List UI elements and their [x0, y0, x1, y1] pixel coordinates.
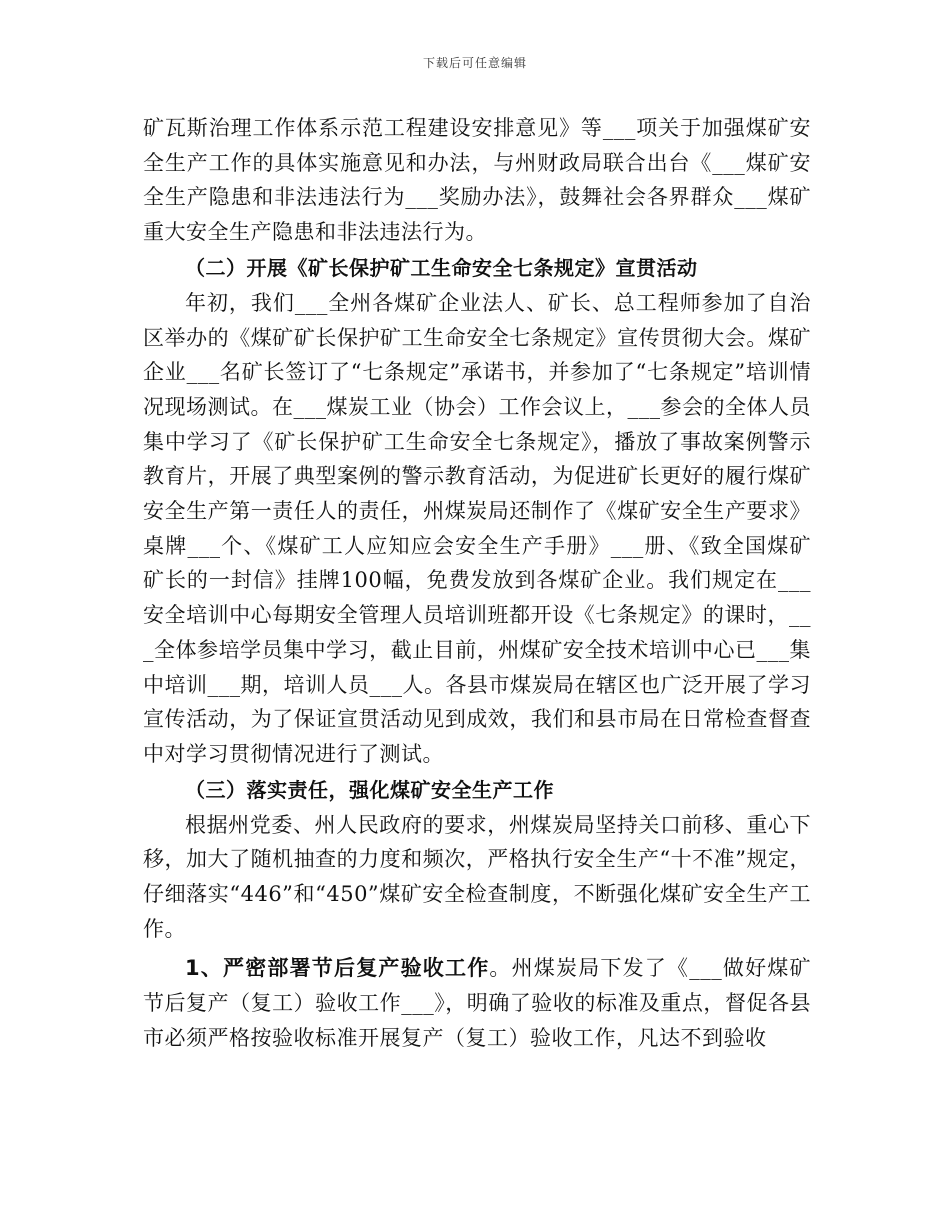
section-heading-3: （三）落实责任，强化煤矿安全生产工作 [185, 777, 554, 802]
paragraph-continued: 矿瓦斯治理工作体系示范工程建设安排意见》等___项关于加强煤矿安全生产工作的具体实施意见和办法，与州财政局联合出台《___煤矿安全生产隐患和非法违法行为___奖励办法》，鼓舞社会各界群众___煤矿重大安全生产隐患和非法违法行为。 [143, 116, 811, 245]
item-1-lead: 1、严密部署节后复产验收工作 [185, 956, 490, 981]
paragraph-item-1 [143, 951, 811, 1055]
page-header-note: 下载后可任意编辑 [422, 56, 527, 70]
section-heading-2: （二）开展《矿长保护矿工生命安全七条规定》宣贯活动 [185, 255, 698, 280]
item-1-text: 。州煤炭局下发了《___做好煤矿节后复产（复工）验收工作___》，明确了验收的标准及重点，督促各县市必须严格按验收标准开展复产（复工）验收工作，凡达不到验收 [143, 956, 811, 1050]
paragraph-section-2: 年初，我们___全州各煤矿企业法人、矿长、总工程师参加了自治区举办的《煤矿矿长保护矿工生命安全七条规定》宣传贯彻大会。煤矿企业___名矿长签订了“七条规定”承诺书，并参加了“七条规定”培训情况现场测试。在___煤炭工业（协会）工作会议上，___参会的全体人员集中学习了《矿长保护矿工生命安全七条规定》，播放了事故案例警示教育片，开展了典型案例的警示教育活动，为促进矿长更好的履行煤矿安全生产第一责任人的责任，州煤炭局还制作了《煤矿安全生产要求》桌牌___个、《煤矿工人应知应会安全生产手册》___册、《致全国煤矿矿长的一封信》挂牌100幅，免费发放到各煤矿企业。我们规定在___安全培训中心每期安全管理人员培训班都开设《七条规定》的课时，___全体参培学员集中学习，截止目前，州煤矿安全技术培训中心已___集中培训___期，培训人员___人。各县市煤炭局在辖区也广泛开展了学习宣传活动，为了保证宣贯活动见到成效，我们和县市局在日常检查督查中对学习贯彻情况进行了测试。 [143, 290, 811, 766]
paragraph-section-3: 根据州党委、州人民政府的要求，州煤炭局坚持关口前移、重心下移，加大了随机抽查的力度和频次，严格执行安全生产“十不准”规定，仔细落实“446”和“450”煤矿安全检查制度，不断强化煤矿安全生产工作。 [143, 812, 811, 941]
document-body [143, 111, 811, 1056]
